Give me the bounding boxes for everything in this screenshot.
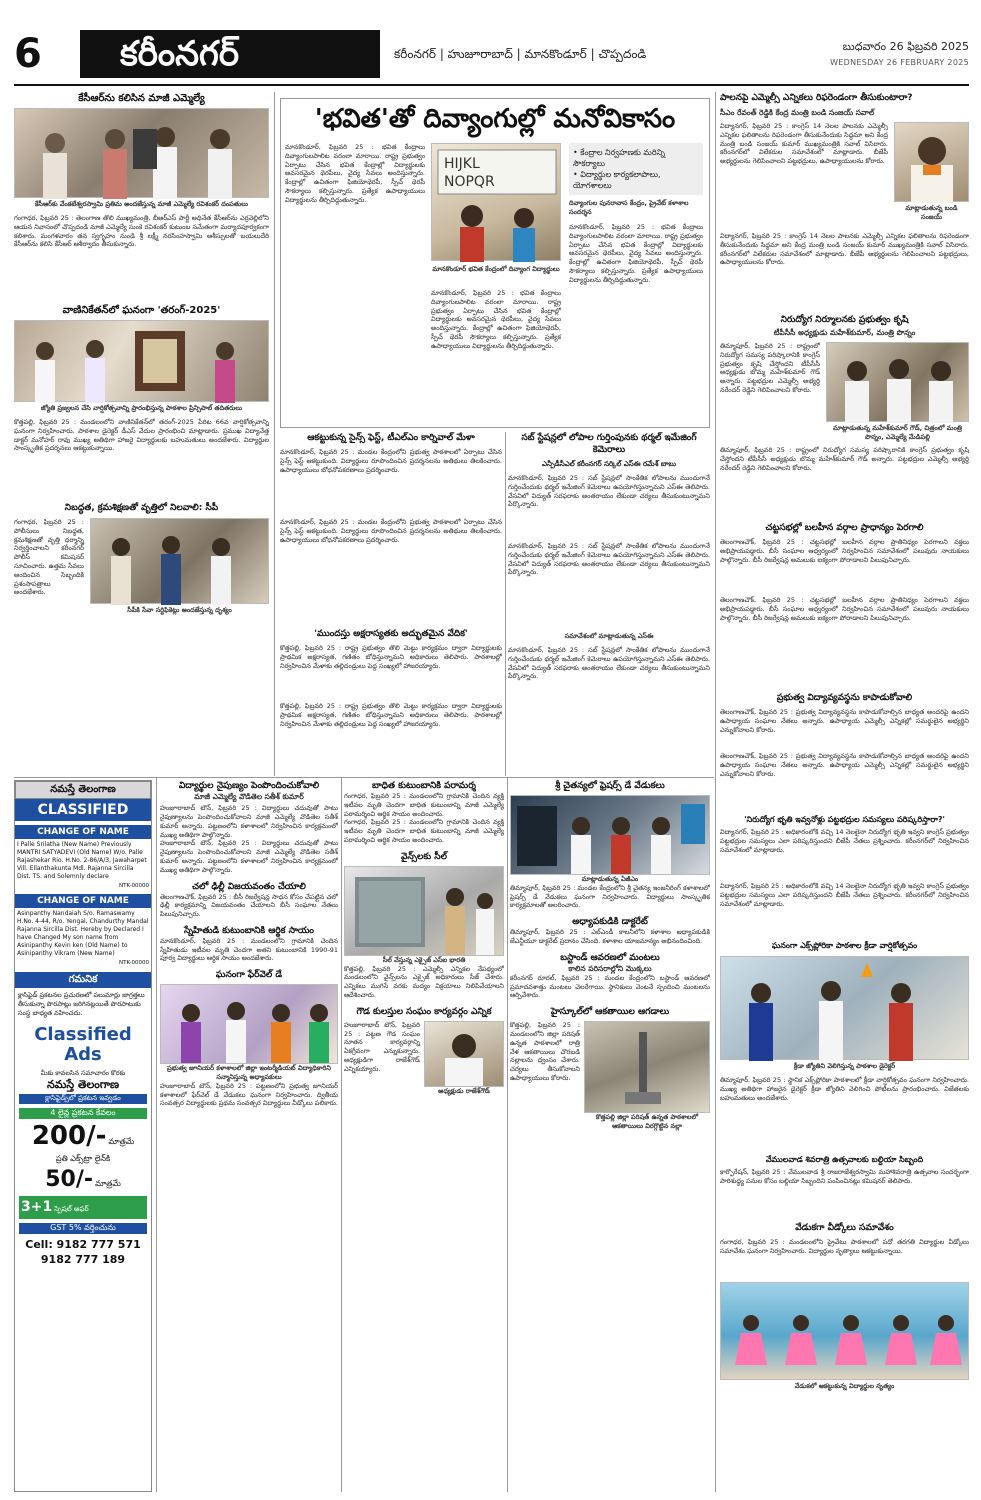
- vemulawada-headline: వేములవాడ శివరాత్రి ఉత్సవాలకు బల్దియా సిబ్బంది: [765, 1155, 924, 1164]
- goud-photo: [424, 1021, 504, 1087]
- cp-photo: [90, 518, 269, 604]
- cell-1: Cell: 9182 777 571: [25, 1237, 141, 1251]
- pattabhadrula-headline: చట్టసభల్లో బలహీన వర్గాల ప్రాధాన్యం పెరగాలి: [765, 523, 924, 533]
- bhavitha-story: [280, 98, 710, 428]
- extra-price: 50/-: [45, 1166, 93, 1192]
- bhavitha-caption1: మానకొండూర్ భవిత కేంద్రంలో దివ్యాంగ విద్యార్థులు: [432, 265, 560, 273]
- bhavitha-headline: 'భవిత'తో దివ్యాంగుల్లో మనోవికాసం: [314, 104, 676, 134]
- column-rule-5: [341, 778, 342, 1492]
- highschool-headline: హైస్కూల్‌లో ఆకతాయిల ఆగడాలు: [550, 1007, 670, 1018]
- snehitudi-headline: స్నేహితుడి కుటుంబానికి ఆర్థిక సాయం: [184, 925, 314, 936]
- cp-caption: సీపీకి సేవా సర్టిఫికెట్లు అందజేస్తున్న దృశ్యం: [127, 606, 232, 614]
- vidyarthula-sub: మాజీ ఎమ్మెల్యే వొడితెల సతీశ్ కుమార్: [194, 792, 304, 801]
- bottom-col-1: [160, 780, 338, 1492]
- highschool-caption: కొత్తపల్లి జిల్లా పరిషత్ ఉన్నత పాఠశాలలో ఆకతాయిలు విరగ్గొట్టిన నల్లా: [595, 1113, 699, 1131]
- polish-body-2: మానకొండూర్, ఫిబ్రవరి 25 : మండల కేంద్రంలోని ప్రభుత్వ పాఠశాలలో ఏర్పాటు చేసిన సైన్స్ ఫెస్ట్ ఆకట్టుకుంది. విద్యార్థులు రూపొందించిన ప్రదర్శనలను అతిథులు తిలకించారు. ఉపాధ్యాయులు బోధనోపకరణాలు ప్రదర్శించారు.: [280, 518, 502, 544]
- wine-seal-photo: [344, 866, 504, 956]
- masthead-date-telugu: బుధవారం 26 ఫిబ్రవరి 2025: [842, 40, 969, 53]
- snehitudi-body: మానకొండూర్, ఫిబ్రవరి 25 : మండలంలోని గ్రామానికి చెందిన స్నేహితుడు ఇటీవల మృతి చెందగా అతని కుటుంబానికి 1990-91 పూర్వ విద్యార్థులు ఆర్థిక సాయం అందజేశారు.: [160, 936, 338, 963]
- polish-body: మానకొండూర్, ఫిబ్రవరి 25 : మండల కేంద్రంలోని ప్రభుత్వ పాఠశాలలో ఏర్పాటు చేసిన సైన్స్ ఫెస్ట్ ఆకట్టుకుంది. విద్యార్థులు రూపొందించిన ప్రదర్శనలను అతిథులు తిలకించారు. ఉపాధ్యాయులు బోధనోపకరణాలు ప్రదర్శించారు.: [280, 448, 502, 474]
- bhavitha-body: మానకొండూర్, ఫిబ్రవరి 25 : భవిత కేంద్రాలు దివ్యాంగులపాలిట వరంలా మారాయి. రాష్ట్ర ప్రభుత్వం ఏర్పాటు చేసిన భవిత కేంద్రాల్లో విద్యార్థులకు అవసరమైన థెరపీలు, వైద్య సేవలు అందిస్తున్నారు. కేంద్రాల్లో ఉచితంగా ఫిజియోథెరపీ, స్పీచ్ థెరపీ సౌకర్యాలు కల్పిస్తున్నారు. ప్రత్యేక ఉపాధ్యాయులు విద్యార్థులను తీర్చిదిద్దుతున్నారు.: [285, 143, 425, 204]
- tarang-photo-figures: [15, 321, 269, 403]
- notice-2: Asinpanthy Nandaiah S/o. Ramaswamy H.No. 4-44, R/o. Yengal, Chandurthy Mandal Rajanna Sircilla Dist. Hereby by Declared I have Changed My son name from Asinipanthy Kevin ken (Old Name) to Asinipanthy Vikram (New Name): [17, 910, 149, 958]
- wine-seal-caption: సీల్ వేస్తున్న ఎక్సైజ్ ఎస్ఐ భారతి: [382, 955, 466, 964]
- ads-brand: నమస్తే తెలంగాణ: [46, 1077, 120, 1091]
- vidyarthula-body-2: హుజూరాబాద్ టౌన్, ఫిబ్రవరి 25 : విద్యార్థులు చదువుతో పాటు నైపుణ్యాలను పెంపొందించుకోవాలని మాజీ ఎమ్మెల్యే వొడితెల సతీశ్ కుమార్ అన్నారు. పట్టణంలోని కళాశాలలో నిర్వహించిన కార్యక్రమంలో ముఖ్య అతిథిగా పాల్గొన్నారు.: [160, 839, 338, 874]
- bandi-sanjay-photo: [895, 123, 969, 203]
- bhavitha-body-2: మానకొండూర్, ఫిబ్రవరి 25 : భవిత కేంద్రాలు దివ్యాంగులపాలిట వరంలా మారాయి. రాష్ట్ర ప్రభుత్వం ఏర్పాటు చేసిన భవిత కేంద్రాల్లో విద్యార్థులకు అవసరమైన థెరపీలు, వైద్య సేవలు అందిస్తున్నారు. కేంద్రాల్లో ఉచితంగా ఫిజియోథెరపీ, స్పీచ్ థెరపీ సౌకర్యాలు కల్పిస్తున్నారు. ప్రత్యేక ఉపాధ్యాయులు విద్యార్థులను తీర్చిదిద్దుతున్నారు.: [431, 289, 561, 350]
- bhavitha-bullet-1-text: కేంద్రాల నిర్వహణకు మరిన్ని సౌకర్యాలు: [573, 148, 665, 168]
- palana-body-2: విద్యానగర్, ఫిబ్రవరి 25 : కాంగ్రెస్ 14 నెలల పాలనకు ఎమ్మెల్సీ ఎన్నికల ఫలితాలను రిఫరెండంగా తీసుకునేందుకు సిద్ధమా అని కేంద్ర మంత్రి బండి సంజయ్ కుమార్ ముఖ్యమంత్రికి సవాల్ విసిరారు. కరీంనగర్‌లో విలేకరుల సమావేశంలో మాట్లాడారు. బీజేపీ అభ్యర్థులను గెలిపించాలని పట్టభద్రులు, ఉపాధ్యాయులను కోరారు.: [720, 232, 969, 267]
- school-open-body-2: కొత్తపల్లి, ఫిబ్రవరి 25 : రాష్ట్ర ప్రభుత్వం తొలి మెట్టు కార్యక్రమం ద్వారా విద్యార్థులకు ప్రాథమిక అక్షరాస్యత, గణితం బోధిస్తున్నామని అధికారులు తెలిపారు. పాఠశాలల్లో నిర్వహించిన మేళాకు తల్లిదండ్రులు పెద్ద సంఖ్యలో హాజరయ్యారు.: [280, 702, 502, 728]
- vidyarthula-headline: విద్యార్థుల నైపుణ్యం పెంపొందించుకోవాలి: [178, 781, 320, 791]
- combo: 3+1: [21, 1199, 53, 1216]
- tarang-body: కొత్తపల్లి, ఫిబ్రవరి 25 : మండలంలోని వాణినికేతన్‌లో తరంగ్-2025 పేరిట 66వ వార్షికోత్సవాన్ని ఘనంగా నిర్వహించారు. పాఠశాల డైరెక్టర్ డీఎస్ వేదుల ప్రారంభించి మాట్లాడారు. ప్రముఖ విద్యావేత్త డాక్టర్ మనోహర్ రావు ముఖ్య అతిథిగా హాజరై విద్యార్థులకు బహుమతులు అందజేశారు. విద్యార్థుల సాంస్కృతిక ప్రదర్శనలు ఆకట్టుకున్నాయి.: [14, 418, 269, 453]
- school-open-body: కొత్తపల్లి, ఫిబ్రవరి 25 : రాష్ట్ర ప్రభుత్వం తొలి మెట్టు కార్యక్రమం ద్వారా విద్యార్థులకు ప్రాథమిక అక్షరాస్యత, గణితం బోధిస్తున్నామని అధికారులు తెలిపారు. పాఠశాలల్లో నిర్వహించిన మేళాకు తల్లిదండ్రులు పెద్ద సంఖ్యలో హాజరయ్యారు.: [280, 644, 502, 670]
- doctorate-headline: అధ్యాపకుడికి డాక్టరేట్: [572, 917, 648, 928]
- cameras-body-2: మానకొండూర్, ఫిబ్రవరి 25 : సబ్ స్టేషన్లలో సాంకేతిక లోపాలను ముందుగానే గుర్తించేందుకు థర్మల్ ఇమేజింగ్ కెమెరాలు ఉపయోగిస్తున్నామని ఎస్ఈ తెలిపారు. వేసవిలో విద్యుత్ సరఫరాకు అంతరాయం లేకుండా చర్యలు తీసుకుంటున్నామని పేర్కొన్నారు.: [508, 542, 710, 577]
- bhavitha-caption2: దివ్యాంగుల పునరావాస కేంద్రం, ప్రైవేట్ కళాశాల సందర్శన: [569, 199, 689, 216]
- extra-suffix: మాత్రమే: [95, 1178, 121, 1188]
- highschool-photo-wrap: [584, 1021, 710, 1131]
- vidyarthula-body: హుజూరాబాద్ టౌన్, ఫిబ్రవరి 25 : విద్యార్థులు చదువుతో పాటు నైపుణ్యాలను పెంపొందించుకోవాలని మాజీ ఎమ్మెల్యే వొడితెల సతీశ్ కుమార్ అన్నారు. పట్టణంలోని కళాశాలలో నిర్వహించిన కార్యక్రమంలో ముఖ్య అతిథిగా పాల్గొన్నారు.: [160, 804, 338, 839]
- chaitanya-body: తిమ్మాపూర్, ఫిబ్రవరి 25 : మండల కేంద్రంలోని శ్రీ చైతన్య ఇంజనీరింగ్ కళాశాలలో ఫ్రెషర్స్ డే వేడుకలు ఘనంగా నిర్వహించారు. విద్యార్థులు సాంస్కృతిక కార్యక్రమాలతో అలరించారు.: [510, 883, 710, 910]
- highschool-photo: [584, 1021, 710, 1113]
- palana-photo: [894, 122, 969, 202]
- ads-tag: మీకు కావలసిన సమాచారం కొరకు: [40, 1068, 126, 1077]
- school-open-headline: 'ముందస్తు అక్షరాస్యతకు అద్భుతమైన వేదిక': [314, 629, 468, 639]
- offer-lines: 4 లైన్ల ప్రకటన కేవలం: [19, 1108, 147, 1119]
- bottom-col-3: [510, 780, 710, 1492]
- gst: GST 5% వర్తించును: [19, 1223, 147, 1234]
- tarang-headline: వాణినికేతన్‌లో ఘనంగా 'తరంగ్-2025': [62, 305, 221, 316]
- farewell-photo: [720, 1282, 969, 1380]
- baadhita-body: గంగాధర, ఫిబ్రవరి 25 : మండలంలోని గ్రామానికి చెందిన వ్యక్తి ఇటీవల మృతి చెందగా బాధిత కుటుంబాన్ని మాజీ ఎమ్మెల్యే పరామర్శించి ఆర్థిక సాయం అందించారు.: [344, 792, 504, 818]
- masthead-date-english: WEDNESDAY 26 FEBRUARY 2025: [830, 58, 969, 67]
- nirudyoga-headline: 'నిరుద్యోగ భృతి ఇవ్వనోళ్లు పట్టభద్రుల సమస్యలు పరిష్కరిస్తారా?': [744, 815, 945, 824]
- cp-photo-figures: [91, 519, 269, 605]
- svg-text:NOPQR: NOPQR: [444, 174, 495, 190]
- bhavitha-photo-figures: [432, 144, 562, 262]
- fare-day-photo-figures: [161, 985, 337, 1063]
- farewell-photo-dancers: [721, 1283, 969, 1381]
- govt-edu-headline: ప్రభుత్వ విద్యావ్యవస్థను కాపాడుకోవాలి: [776, 693, 913, 703]
- price: 200/-: [31, 1120, 107, 1151]
- cp-headline: నిబద్ధత, క్రమశిక్షణతో వృత్తిలో నిలవాలి: సీపీ: [64, 503, 219, 513]
- fare-day-photo: [160, 984, 338, 1064]
- classifieds-column: [14, 780, 152, 1492]
- change-of-name-2: CHANGE OF NAME: [15, 894, 151, 908]
- column-rule-2: [715, 92, 716, 1492]
- kcr-body: గంగాధర, ఫిబ్రవరి 25 : తెలంగాణ తొలి ముఖ్యమంత్రి, బీఆర్ఎస్ పార్టీ అధినేత కేసీఆర్‌ను ఎర్రవెల్లిలోని ఆయన నివాసంలో చొప్పదండి మాజీ ఎమ్మెల్యే సుంకె రవిశంకర్ కుటుంబ సమేతంగా మర్యాదపూర్వకంగా కలిశారు. మంగళవారం తన స్వగృహం నుండి శ్రీ లక్ష్మీ నరసింహస్వామి ఆశీస్సులతో బయలుదేరి కేసీఆర్‌ను కలిసి కేసీఆర్ ఆశీర్వాదం తీసుకున్నారు.: [14, 214, 269, 249]
- bhavitha-bullet-1: • కేంద్రాల నిర్వహణకు మరిన్ని సౌకర్యాలు: [573, 148, 665, 168]
- baadhita-headline: బాధిత కుటుంబానికి పరామర్శ: [372, 781, 476, 791]
- unemployed-photo-figures: [827, 343, 969, 423]
- unemployed-body-2: తిమ్మాపూర్, ఫిబ్రవరి 25 : రాష్ట్రంలో నిరుద్యోగ సమస్య పరిష్కారానికి కాంగ్రెస్ ప్రభుత్వం కృషి చేస్తోందని టీపీసీసీ అధ్యక్షుడు బొమ్మ మహేశ్‌కుమార్ గౌడ్ అన్నారు. పట్టభద్రుల ఎమ్మెల్సీ అభ్యర్థి నరేందర్ రెడ్డిని గెలిపించాలని కోరారు.: [720, 446, 969, 472]
- goud-caption: అధ్యక్షుడు రాజేశ్‌గౌడ్: [438, 1086, 490, 1095]
- bottom-col-2: [344, 780, 504, 1492]
- expo-headline: ఘనంగా ఎక్స్‌ప్లోరికా పాఠశాల క్రీడా వార్షికోత్సవం: [771, 941, 918, 950]
- chaitanya-headline: శ్రీ చైతన్యలో ఫ్రెషర్స్ డే వేడుకలు: [555, 781, 665, 791]
- palana-sub: సీఎం రేవంత్ రెడ్డికి కేంద్ర మంత్రి బండి సంజయ్ సవాల్: [720, 108, 875, 117]
- combo-row: [19, 1196, 147, 1219]
- notice-1-code: NTK-00000: [119, 883, 149, 889]
- masthead: [14, 30, 969, 78]
- govt-edu-body: తెలంగాణచౌక్, ఫిబ్రవరి 25 : ప్రభుత్వ విద్యావ్యవస్థను కాపాడుకోవాల్సిన బాధ్యత అందరిపై ఉందని ఉపాధ్యాయ సంఘాల నేతలు అన్నారు. ఉపాధ్యాయ ఎమ్మెల్సీ ఎన్నికల్లో సమర్థులైన అభ్యర్థిని ఎన్నుకోవాలని కోరారు.: [720, 708, 969, 734]
- cameras-photo-caption: సమావేశంలో మాట్లాడుతున్న ఎస్ఈ: [564, 632, 654, 640]
- nirudyoga-body-2: విద్యానగర్, ఫిబ్రవరి 25 : అధికారంలోకి వచ్చి 14 నెలలైనా నిరుద్యోగ భృతి ఇవ్వని కాంగ్రెస్ ప్రభుత్వం పట్టభద్రుల సమస్యలు ఎలా పరిష్కరిస్తుందని బీజేపీ నేతలు ప్రశ్నించారు. కరీంనగర్‌లో నిర్వహించిన సమావేశంలో మాట్లాడారు.: [720, 882, 969, 908]
- goud-headline: గౌడ కులస్తుల సంఘం కార్యవర్గం ఎన్నిక: [356, 1006, 492, 1017]
- bhavitha-photo: [431, 143, 561, 261]
- pattabhadrula-body-2: తెలంగాణచౌక్, ఫిబ్రవరి 25 : చట్టసభల్లో బలహీన వర్గాల ప్రాతినిధ్యం పెరగాలని వక్తలు అభిప్రాయపడ్డారు. బీసీ సంఘాల ఆధ్వర్యంలో నిర్వహించిన సమావేశంలో పలువురు నాయకులు పాల్గొన్నారు. బీసీ రిజర్వేషన్ల అమలుకు ఐక్యంగా పోరాడాలని పిలుపునిచ్చారు.: [720, 596, 969, 622]
- wine-seal-photo-figures: [345, 867, 503, 955]
- column-rule-3: [505, 432, 506, 776]
- price-suffix: మాత్రమే: [108, 1136, 135, 1146]
- farewell-headline: వేడుకగా వీడ్కోలు సమావేశం: [795, 1223, 894, 1233]
- unemployed-photo: [826, 342, 969, 422]
- fare-day-body: హుజూరాబాద్ టౌన్, ఫిబ్రవరి 25 : పట్టణంలోని ప్రభుత్వ జూనియర్ కళాశాలలో ఫేర్‌వెల్ డే వేడుకలు ఘనంగా నిర్వహించారు. ద్వితీయ సంవత్సర విద్యార్థులకు ప్రథమ సంవత్సర విద్యార్థులు వీడ్కోలు పలికారు.: [160, 1081, 338, 1108]
- goud-body: హుజూరాబాద్ టౌన్, ఫిబ్రవరి 25 : పట్టణ గౌడ సంఘం నూతన కార్యవర్గాన్ని ఏకగ్రీవంగా ఎన్నుకున్నారు. అధ్యక్షుడిగా రాజేశ్‌గౌడ్ ఎన్నికయ్యారు.: [344, 1020, 420, 1073]
- column-rule-1: [274, 92, 275, 776]
- tarang-caption: జ్యోతి ప్రజ్వలన చేసి వార్షికోత్సవాన్ని ప్రారంభిస్తున్న పాఠశాల ప్రిన్సిపాల్ తదితరులు: [40, 404, 243, 412]
- chalo-delhi-headline: చలో ఢిల్లీ విజయవంతం చేయాలి: [192, 881, 306, 892]
- bustand-sub: కాలిన పరిసరాల్లోని మొక్కలు: [568, 963, 652, 973]
- bhavitha-bullet-2: • విద్యార్థుల కార్యకలాపాలు, యోగశాలలు: [573, 170, 661, 190]
- farewell-body: గంగాధర, ఫిబ్రవరి 25 : మండలంలోని ప్రైవేటు పాఠశాలలో పదో తరగతి విద్యార్థుల వీడ్కోలు సమావేశం ఘనంగా నిర్వహించారు. విద్యార్థుల నృత్యాలు ఆకట్టుకున్నాయి.: [720, 1238, 969, 1255]
- highschool-block: [510, 1021, 710, 1131]
- polish-headline: ఆకట్టుకున్న సైన్స్ ఫెస్ట్, టీఎల్ఎం కార్నివాల్ మేళా: [307, 433, 475, 443]
- wine-seal-body: కొత్తపల్లి, ఫిబ్రవరి 25 : ఎమ్మెల్సీ ఎన్నికల నేపథ్యంలో మండలంలోని వైన్స్‌లను ఎక్సైజ్ అధికారులు సీజ్ చేశారు. ఎన్నికలు ముగిసే వరకు మద్యం విక్రయాలు నిలిపివేయాలని ఆదేశించారు.: [344, 964, 504, 999]
- masthead-areas: కరీంనగర్ | హుజూరాబాద్ | మానకొండూర్ | చొప్పదండి: [394, 47, 647, 61]
- doctorate-body: తిమ్మాపూర్, ఫిబ్రవరి 25 : ఎల్ఎండీ కాలనీలోని కళాశాల అధ్యాపకుడికి జేఎన్టీయూ డాక్టరేట్ ప్రదానం చేసింది. కళాశాల యాజమాన్యం అభినందించింది.: [510, 928, 710, 945]
- expo-photo: [720, 956, 969, 1060]
- cameras-byline: ఎన్పీడీసీఎల్ కరీంనగర్ సర్కిల్ ఎస్ఈ రమేశ్ బాబు: [541, 460, 677, 468]
- ads-line: క్లాసిఫైడ్స్‌లో ప్రకటన ఇవ్వడం: [19, 1094, 147, 1103]
- notice-2-code: NTK-00000: [119, 960, 149, 967]
- change-of-name-1: CHANGE OF NAME: [15, 825, 151, 839]
- kcr-headline: కేసీఆర్‌ను కలిసిన మాజీ ఎమ్మెల్యే: [78, 93, 205, 104]
- extra-price-row: [15, 1165, 151, 1195]
- bustand-body: కరీంనగర్ రూరల్, ఫిబ్రవరి 25 : మండల కేంద్రంలోని బస్టాండ్ ఆవరణలో ప్రమాదవశాత్తు మంటలు చెలరేగాయి. స్థానికులు వెంటనే స్పందించి మంటలను ఆర్పివేశారు.: [510, 973, 710, 1000]
- cameras-body: మానకొండూర్, ఫిబ్రవరి 25 : సబ్ స్టేషన్లలో సాంకేతిక లోపాలను ముందుగానే గుర్తించేందుకు థర్మల్ ఇమేజింగ్ కెమెరాలు ఉపయోగిస్తున్నామని ఎస్ఈ తెలిపారు. వేసవిలో విద్యుత్ సరఫరాకు అంతరాయం లేకుండా చర్యలు తీసుకుంటున్నామని పేర్కొన్నారు.: [508, 474, 710, 509]
- expo-photo-figures: [721, 957, 969, 1061]
- price-row: [15, 1119, 151, 1154]
- cell-2: 9182 777 189: [40, 1252, 126, 1266]
- cameras-body-3: మానకొండూర్, ఫిబ్రవరి 25 : సబ్ స్టేషన్లలో సాంకేతిక లోపాలను ముందుగానే గుర్తించేందుకు థర్మల్ ఇమేజింగ్ కెమెరాలు ఉపయోగిస్తున్నామని ఎస్ఈ తెలిపారు. వేసవిలో విద్యుత్ సరఫరాకు అంతరాయం లేకుండా చర్యలు తీసుకుంటున్నామని పేర్కొన్నారు.: [508, 646, 710, 681]
- chalo-delhi-body: తెలంగాణచౌక్, ఫిబ్రవరి 25 : బీసీ రిజర్వేషన్ల సాధన కోసం చేపట్టిన చలో ఢిల్లీ కార్యక్రమాన్ని విజయవంతం చేయాలని బీసీ సంఘాల నేతలు పిలుపునిచ్చారు.: [160, 892, 338, 919]
- baadhita-body-2: గంగాధర, ఫిబ్రవరి 25 : మండలంలోని గ్రామానికి చెందిన వ్యక్తి ఇటీవల మృతి చెందగా బాధిత కుటుంబాన్ని మాజీ ఎమ్మెల్యే పరామర్శించి ఆర్థిక సాయం అందించారు.: [344, 818, 504, 844]
- cameras-headline: సబ్ స్టేషన్లలో లోపాల గుర్తింపునకు థర్మల్ ఇమేజింగ్ కెమెరాలు: [521, 433, 697, 455]
- fare-day-caption: ప్రభుత్వ జూనియర్ కళాశాలలో జిల్లా ఇంటర్మీడియట్ విద్యాధికారిని సన్మానిస్తున్న అధ్యాపకులు: [167, 1064, 331, 1082]
- highschool-body: కొత్తపల్లి, ఫిబ్రవరి 25 : మండలంలోని జిల్లా పరిషత్ ఉన్నత పాఠశాలలో రాత్రి వేళ ఆకతాయిలు చొరబడి నల్లాలను ధ్వంసం చేశారు. చర్యలు తీసుకోవాలని ఉపాధ్యాయులు కోరారు.: [510, 1021, 580, 1083]
- classified-section: CLASSIFIED: [15, 799, 151, 821]
- notice-1: I Palle Srilatha (New Name) Previously MANTRI SATYADEVI (Old Name) W/o. Palle Rajashekar Rio. H.No. 2-86/A/3, Jawaharpet Vill. Ellanthakunta Mdl. Rajanna Sircilla Dist. TS. and Solemnly declare: [17, 841, 147, 880]
- masthead-title: కరీంనగర్: [120, 34, 239, 74]
- expo-body: తిమ్మాపూర్, ఫిబ్రవరి 25 : స్థానిక ఎక్స్‌ప్లోరికా పాఠశాలలో క్రీడా వార్షికోత్సవం ఘనంగా నిర్వహించారు. ముఖ్య అతిథిగా హాజరైన డైరెక్టర్ క్రీడా జ్యోతిని వెలిగించి పోటీలను ప్రారంభించారు. విజేతలకు బహుమతులు అందజేశారు.: [720, 1076, 969, 1102]
- palana-body: విద్యానగర్, ఫిబ్రవరి 25 : కాంగ్రెస్ 14 నెలల పాలనకు ఎమ్మెల్సీ ఎన్నికల ఫలితాలను రిఫరెండంగా తీసుకునేందుకు సిద్ధమా అని కేంద్ర మంత్రి బండి సంజయ్ కుమార్ ముఖ్యమంత్రికి సవాల్ విసిరారు. కరీంనగర్‌లో విలేకరుల సమావేశంలో మాట్లాడారు. బీజేపీ అభ్యర్థులను గెలిపించాలని పట్టభద్రులు, ఉపాధ్యాయులను కోరారు.: [720, 122, 888, 166]
- right-column: [720, 92, 969, 1492]
- kcr-photo-figures: [15, 109, 269, 199]
- chaitanya-photo-figures: [511, 796, 709, 874]
- ads-logo: Classified Ads: [34, 1023, 132, 1065]
- extra-line: ప్రతి ఎక్స్‌ట్రా లైన్‌కి: [55, 1153, 111, 1163]
- thermal-camera-story: [508, 432, 710, 777]
- wine-seal-headline: వైన్స్‌లకు సీల్: [401, 851, 447, 862]
- fare-day-headline: ఘనంగా ఫేర్‌వెల్ డే: [215, 970, 283, 981]
- bhavitha-bullet-2-text: విద్యార్థుల కార్యకలాపాలు, యోగశాలలు: [573, 170, 661, 190]
- cp-body: గంగాధర, ఫిబ్రవరి 25 : పోలీసులు నిబద్ధత, క్రమశిక్షణతో వృత్తి ధర్మాన్ని నిర్వర్తించాలని కరీంనగర్ పోలీస్ కమిషనర్ సూచించారు. ఉత్తమ సేవలు అందించిన సిబ్బందికి ప్రశంసాపత్రాలు అందజేశారు.: [14, 518, 84, 597]
- horizontal-rule: [14, 777, 714, 778]
- classified-brand: నమస్తే తెలంగాణ: [15, 781, 151, 799]
- kcr-caption: కేసీఆర్‌కు వేంకటేశ్వరస్వామి ప్రతిమ అందజేస్తున్న మాజీ ఎమ్మెల్యే రవిశంకర్ దంపతులు: [35, 200, 248, 208]
- nirudyoga-body: విద్యానగర్, ఫిబ్రవరి 25 : అధికారంలోకి వచ్చి 14 నెలలైనా నిరుద్యోగ భృతి ఇవ్వని కాంగ్రెస్ ప్రభుత్వం పట్టభద్రుల సమస్యలు ఎలా పరిష్కరిస్తుందని బీజేపీ నేతలు ప్రశ్నించారు. కరీంనగర్‌లో నిర్వహించిన సమావేశంలో మాట్లాడారు.: [720, 828, 969, 854]
- highschool-photo-figures: [585, 1022, 709, 1112]
- svg-text:HIJKL: HIJKL: [444, 156, 480, 172]
- bhavitha-bullets: [569, 143, 703, 195]
- goud-photo-wrap: [424, 1021, 504, 1096]
- unemployed-caption: మాట్లాడుతున్న మహేశ్‌కుమార్ గౌడ్, చిత్రంలో మంత్రి పొన్నం, ఎమ్మెల్యే మేడిపల్లి: [833, 424, 962, 441]
- chaitanya-caption: మాట్లాడుతున్న ఏజీఎం: [581, 875, 639, 883]
- palana-headline: పాలనపై ఎమ్మెల్సీ ఎన్నికలు రిఫరెండంగా తీసుకుంటారా?: [720, 93, 913, 103]
- goud-block: [344, 1021, 504, 1096]
- vemulawada-body: కార్పొరేషన్, ఫిబ్రవరి 25 : వేములవాడ శ్రీ రాజరాజేశ్వరస్వామి మహాశివరాత్రి ఉత్సవాల సందర్భంగా పారిశుద్ధ్య పనుల కోసం బల్దియా సిబ్బందిని పంపించినట్లు కమిషనర్ తెలిపారు.: [720, 1168, 969, 1185]
- left-column: [14, 92, 269, 776]
- masthead-title-block: [80, 30, 380, 78]
- science-fest-story: [280, 432, 502, 777]
- notice-body: క్లాసిఫైడ్ ప్రకటనల ప్రచురణలో పలుమార్లు జాగ్రత్తలు తీసుకున్నా పొరపాట్లు జరిగినట్లయితే పొరపాటుకు సంస్థ బాధ్యత వహించదు.: [18, 990, 145, 1017]
- govt-edu-body-2: తెలంగాణచౌక్, ఫిబ్రవరి 25 : ప్రభుత్వ విద్యావ్యవస్థను కాపాడుకోవాల్సిన బాధ్యత అందరిపై ఉందని ఉపాధ్యాయ సంఘాల నేతలు అన్నారు. ఉపాధ్యాయ ఎమ్మెల్సీ ఎన్నికల్లో సమర్థులైన అభ్యర్థిని ఎన్నుకోవాలని కోరారు.: [720, 752, 969, 778]
- palana-caption: మాట్లాడుతున్న బండి సంజయ్: [905, 204, 958, 221]
- page-number: 6: [14, 31, 42, 77]
- notice-label: గమనిక: [15, 972, 151, 988]
- bustand-headline: బస్టాండ్ ఆవరణలో మంటలు: [560, 952, 660, 963]
- pattabhadrula-body: తెలంగాణచౌక్, ఫిబ్రవరి 25 : చట్టసభల్లో బలహీన వర్గాల ప్రాతినిధ్యం పెరగాలని వక్తలు అభిప్రాయపడ్డారు. బీసీ సంఘాల ఆధ్వర్యంలో నిర్వహించిన సమావేశంలో పలువురు నాయకులు పాల్గొన్నారు. బీసీ రిజర్వేషన్ల అమలుకు ఐక్యంగా పోరాడాలని పిలుపునిచ్చారు.: [720, 538, 969, 564]
- column-rule-4: [156, 778, 157, 1492]
- unemployed-headline: నిరుద్యోగ నిర్మూలనకు ప్రభుత్వం కృషి: [780, 315, 909, 325]
- farewell-caption: వేడుకలో ఆకట్టుకున్న విద్యార్థుల నృత్యం: [794, 1382, 895, 1390]
- masthead-rule: [14, 84, 969, 86]
- chaitanya-photo: [510, 795, 710, 875]
- bhavitha-body-3: మానకొండూర్, ఫిబ్రవరి 25 : భవిత కేంద్రాలు దివ్యాంగులపాలిట వరంలా మారాయి. రాష్ట్ర ప్రభుత్వం ఏర్పాటు చేసిన భవిత కేంద్రాల్లో విద్యార్థులకు అవసరమైన థెరపీలు, వైద్య సేవలు అందిస్తున్నారు. కేంద్రాల్లో ఉచితంగా ఫిజియోథెరపీ, స్పీచ్ థెరపీ సౌకర్యాలు కల్పిస్తున్నారు. ప్రత్యేక ఉపాధ్యాయులు విద్యార్థులను తీర్చిదిద్దుతున్నారు.: [569, 223, 703, 284]
- goud-portrait: [425, 1022, 503, 1086]
- tarang-photo: [14, 320, 269, 402]
- column-rule-6: [507, 778, 508, 1492]
- combo-text: స్పెషల్ ఆఫర్: [54, 1205, 89, 1214]
- expo-caption: క్రీడా జ్యోతిని వెలిగిస్తున్న పాఠశాల డైరెక్టర్: [793, 1062, 896, 1070]
- unemployed-sub: టీపీసీసీ అధ్యక్షుడు మహేశ్‌కుమార్, మంత్రి పొన్నం: [773, 328, 916, 337]
- unemployed-body: తిమ్మాపూర్, ఫిబ్రవరి 25 : రాష్ట్రంలో నిరుద్యోగ సమస్య పరిష్కారానికి కాంగ్రెస్ ప్రభుత్వం కృషి చేస్తోందని టీపీసీసీ అధ్యక్షుడు బొమ్మ మహేశ్‌కుమార్ గౌడ్ అన్నారు. పట్టభద్రుల ఎమ్మెల్సీ అభ్యర్థి నరేందర్ రెడ్డిని గెలిపించాలని కోరారు.: [720, 342, 820, 394]
- kcr-photo: [14, 108, 269, 198]
